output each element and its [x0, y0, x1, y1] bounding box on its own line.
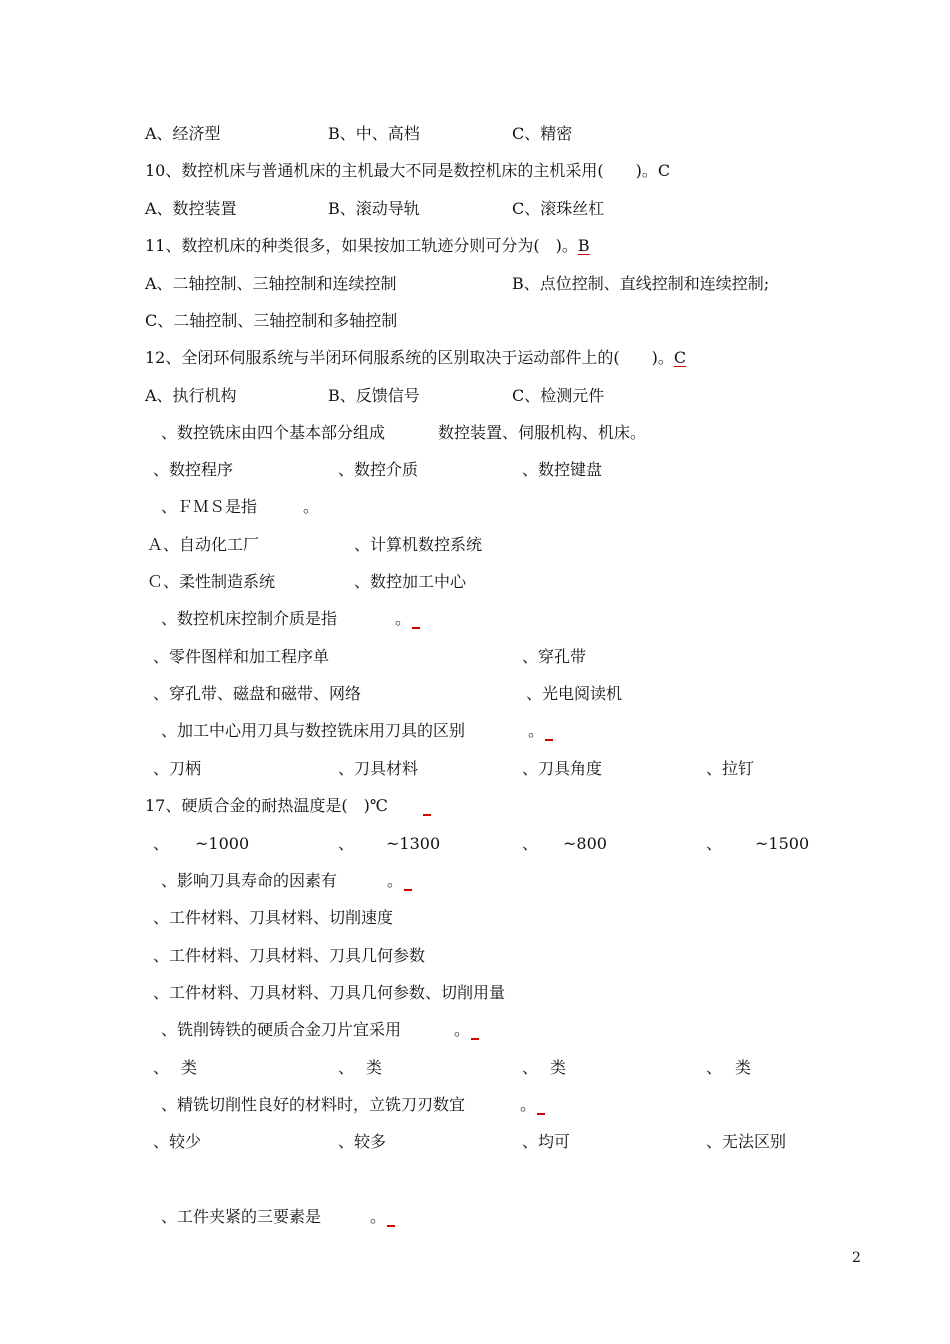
option-b: 、较多: [338, 1132, 387, 1151]
option-a: Ａ、自动化工厂: [147, 535, 260, 554]
option-c: C、精密: [512, 124, 573, 143]
option-a: A、执行机构: [145, 386, 237, 405]
option-a: A、二轴控制、三轴控制和连续控制: [145, 274, 397, 293]
question-19-end: 。: [454, 1020, 471, 1039]
question-18: 、影响刀具寿命的因素有: [161, 871, 338, 890]
option-a: 、数控程序: [153, 460, 234, 479]
option-c: ~800: [563, 834, 607, 853]
option-b-marker: 、: [338, 1058, 355, 1077]
option-c: C、二轴控制、三轴控制和多轴控制: [145, 311, 398, 330]
option-a: ~1000: [195, 834, 250, 853]
option-c-marker: 、: [522, 1058, 539, 1077]
option-a: 、工件材料、刀具材料、切削速度: [153, 908, 394, 927]
question-12: 12、全闭环伺服系统与半闭环伺服系统的区别取决于运动部件上的( )。C: [145, 348, 687, 367]
page-number: 2: [852, 1250, 861, 1266]
question-15-end: 。: [395, 609, 412, 628]
option-b: 、刀具材料: [338, 759, 419, 778]
option-c: 、穿孔带、磁盘和磁带、网络: [153, 684, 362, 703]
answer-blank: [404, 889, 412, 891]
option-d-marker: 、: [706, 834, 723, 853]
option-c: C、滚珠丝杠: [512, 199, 605, 218]
option-c: 类: [550, 1058, 567, 1077]
answer-10: C: [657, 161, 671, 180]
option-c: 、工件材料、刀具材料、刀具几何参数、切削用量: [153, 983, 506, 1002]
option-b: B、滚动导轨: [328, 199, 420, 218]
option-a: A、数控装置: [145, 199, 237, 218]
question-13-answer-text: 数控装置、伺服机构、机床。: [438, 423, 647, 442]
option-b: B、点位控制、直线控制和连续控制;: [512, 274, 770, 293]
option-a: 、刀柄: [153, 759, 202, 778]
option-d-marker: 、: [706, 1058, 723, 1077]
option-b: B、中、高档: [328, 124, 420, 143]
option-b: 类: [366, 1058, 383, 1077]
question-20-end: 。: [520, 1095, 537, 1114]
option-b: ~1300: [386, 834, 441, 853]
option-d: 、数控加工中心: [354, 572, 467, 591]
option-b: 、计算机数控系统: [354, 535, 483, 554]
question-11: 11、数控机床的种类很多，如果按加工轨迹分则可分为( )。B: [145, 236, 590, 255]
question-17: 17、硬质合金的耐热温度是( )℃: [145, 796, 388, 815]
question-16: 、加工中心用刀具与数控铣床用刀具的区别: [161, 721, 466, 740]
question-10: 10、数控机床与普通机床的主机最大不同是数控机床的主机采用( )。C: [145, 161, 671, 180]
question-18-end: 。: [387, 871, 404, 890]
option-d: 、光电阅读机: [526, 684, 623, 703]
option-a: A、经济型: [145, 124, 221, 143]
option-a-marker: 、: [153, 1058, 170, 1077]
option-a: 类: [181, 1058, 198, 1077]
option-c-marker: 、: [522, 834, 539, 853]
option-c: C、检测元件: [512, 386, 605, 405]
option-b: 、穿孔带: [522, 647, 587, 666]
option-b: B、反馈信号: [328, 386, 420, 405]
answer-blank: [423, 814, 431, 816]
option-d: ~1500: [755, 834, 810, 853]
option-b: 、数控介质: [338, 460, 419, 479]
question-13: 、数控铣床由四个基本部分组成: [161, 423, 386, 442]
answer-12: C: [673, 348, 687, 367]
answer-blank: [537, 1113, 545, 1115]
question-19: 、铣削铸铁的硬质合金刀片宜采用: [161, 1020, 402, 1039]
option-a: 、零件图样和加工程序单: [153, 647, 330, 666]
option-c: 、数控键盘: [522, 460, 603, 479]
option-d: 类: [735, 1058, 752, 1077]
question-14-end: 。: [303, 497, 320, 516]
option-b: 、工件材料、刀具材料、刀具几何参数: [153, 946, 426, 965]
question-20: 、精铣切削性良好的材料时，立铣刀刃数宜: [161, 1095, 466, 1114]
answer-blank: [412, 627, 420, 629]
option-c: Ｃ、柔性制造系统: [147, 572, 276, 591]
option-a-marker: 、: [153, 834, 170, 853]
option-c: 、刀具角度: [522, 759, 603, 778]
answer-blank: [545, 739, 553, 741]
option-a: 、较少: [153, 1132, 202, 1151]
question-21: 、工件夹紧的三要素是: [161, 1207, 322, 1226]
answer-blank: [471, 1038, 479, 1040]
question-16-end: 。: [528, 721, 545, 740]
option-d: 、无法区别: [706, 1132, 787, 1151]
question-14: 、ＦＭＳ是指: [161, 497, 258, 516]
question-15: 、数控机床控制介质是指: [161, 609, 338, 628]
option-b-marker: 、: [338, 834, 355, 853]
option-c: 、均可: [522, 1132, 571, 1151]
answer-11: B: [577, 236, 590, 255]
option-d: 、拉钉: [706, 759, 755, 778]
answer-blank: [387, 1225, 395, 1227]
question-21-end: 。: [370, 1207, 387, 1226]
